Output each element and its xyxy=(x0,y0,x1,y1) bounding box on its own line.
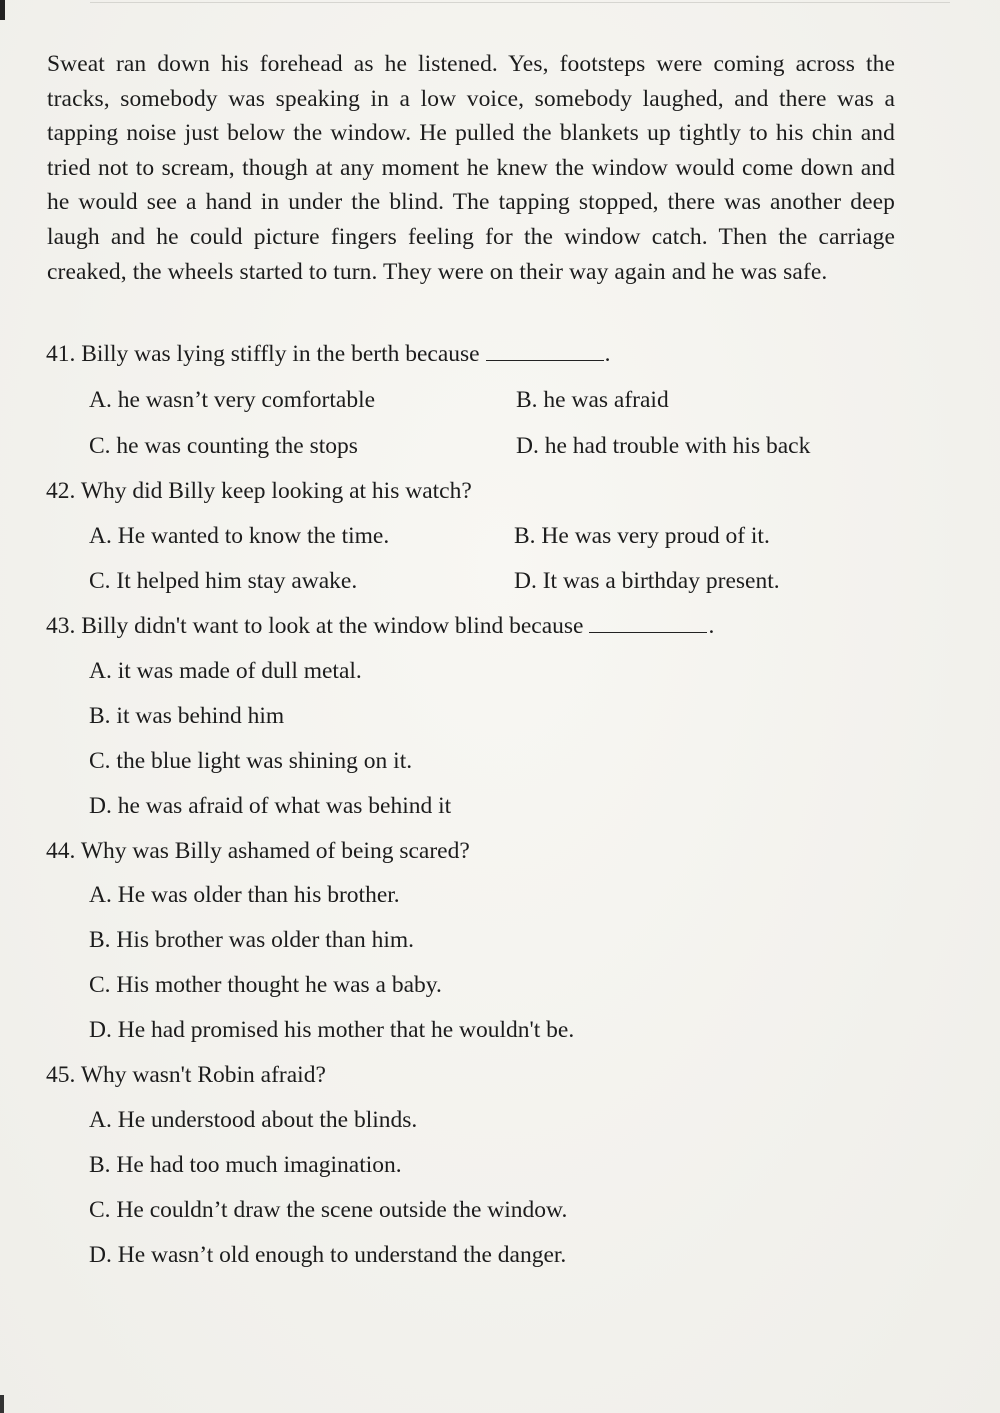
option-45-c: C. He couldn’t draw the scene outside the window. xyxy=(89,1197,568,1223)
question-number: 42. xyxy=(46,478,76,504)
option-41-d: D. he had trouble with his back xyxy=(516,433,811,459)
option-41-c: C. he was counting the stops xyxy=(89,433,358,459)
scan-edge-mark-bottom xyxy=(0,1395,4,1413)
option-45-b: B. He had too much imagination. xyxy=(89,1152,402,1178)
option-44-d: D. He had promised his mother that he wouldn't be. xyxy=(89,1017,575,1043)
option-41-b: B. he was afraid xyxy=(516,387,669,413)
answer-blank xyxy=(486,340,604,361)
option-41-a: A. he wasn’t very comfortable xyxy=(89,387,376,413)
option-42-a: A. He wanted to know the time. xyxy=(89,523,390,549)
question-stem: Billy was lying stiffly in the berth because xyxy=(81,341,480,367)
scan-edge-mark-top xyxy=(0,0,5,20)
question-42 xyxy=(46,476,472,506)
option-43-d: D. he was afraid of what was behind it xyxy=(89,793,452,819)
option-43-b: B. it was behind him xyxy=(89,703,285,729)
question-stem: Billy didn't want to look at the window blind because xyxy=(81,613,584,639)
question-44 xyxy=(46,836,470,866)
top-rule xyxy=(90,2,950,3)
question-number: 45. xyxy=(46,1062,76,1088)
question-43 xyxy=(46,611,714,641)
question-number: 44. xyxy=(46,838,76,864)
option-42-b: B. He was very proud of it. xyxy=(514,523,770,549)
option-45-a: A. He understood about the blinds. xyxy=(89,1107,418,1133)
option-43-c: C. the blue light was shining on it. xyxy=(89,748,413,774)
question-number: 41. xyxy=(46,341,76,367)
question-number: 43. xyxy=(46,613,76,639)
question-45 xyxy=(46,1060,326,1090)
option-44-c: C. His mother thought he was a baby. xyxy=(89,972,442,998)
option-44-b: B. His brother was older than him. xyxy=(89,927,415,953)
option-44-a: A. He was older than his brother. xyxy=(89,882,400,908)
question-end: . xyxy=(708,613,715,639)
reading-passage: Sweat ran down his forehead as he listened. Yes, footsteps were coming across the tracks, somebody was speaking in a low voice, somebody laughed, and there was a tapping noise just below the window. He pulled the blankets up tightly to his chin and tried not to scream, though at any moment he knew the window would come down and he would see a hand in under the blind. The tapping stopped, there was another deep laugh and he could picture fingers feeling for the window catch. Then the carriage creaked, the wheels started to turn. They were on their way again and he was safe. xyxy=(47,51,895,285)
question-41 xyxy=(46,339,610,369)
option-45-d: D. He wasn’t old enough to understand the danger. xyxy=(89,1242,567,1268)
option-42-c: C. It helped him stay awake. xyxy=(89,568,358,594)
question-stem: Why wasn't Robin afraid? xyxy=(80,1062,326,1088)
option-42-d: D. It was a birthday present. xyxy=(514,568,780,594)
question-stem: Why did Billy keep looking at his watch? xyxy=(80,478,472,504)
question-end: . xyxy=(604,341,611,367)
answer-blank xyxy=(589,612,707,633)
question-stem: Why was Billy ashamed of being scared? xyxy=(80,838,470,864)
option-43-a: A. it was made of dull metal. xyxy=(89,658,362,684)
